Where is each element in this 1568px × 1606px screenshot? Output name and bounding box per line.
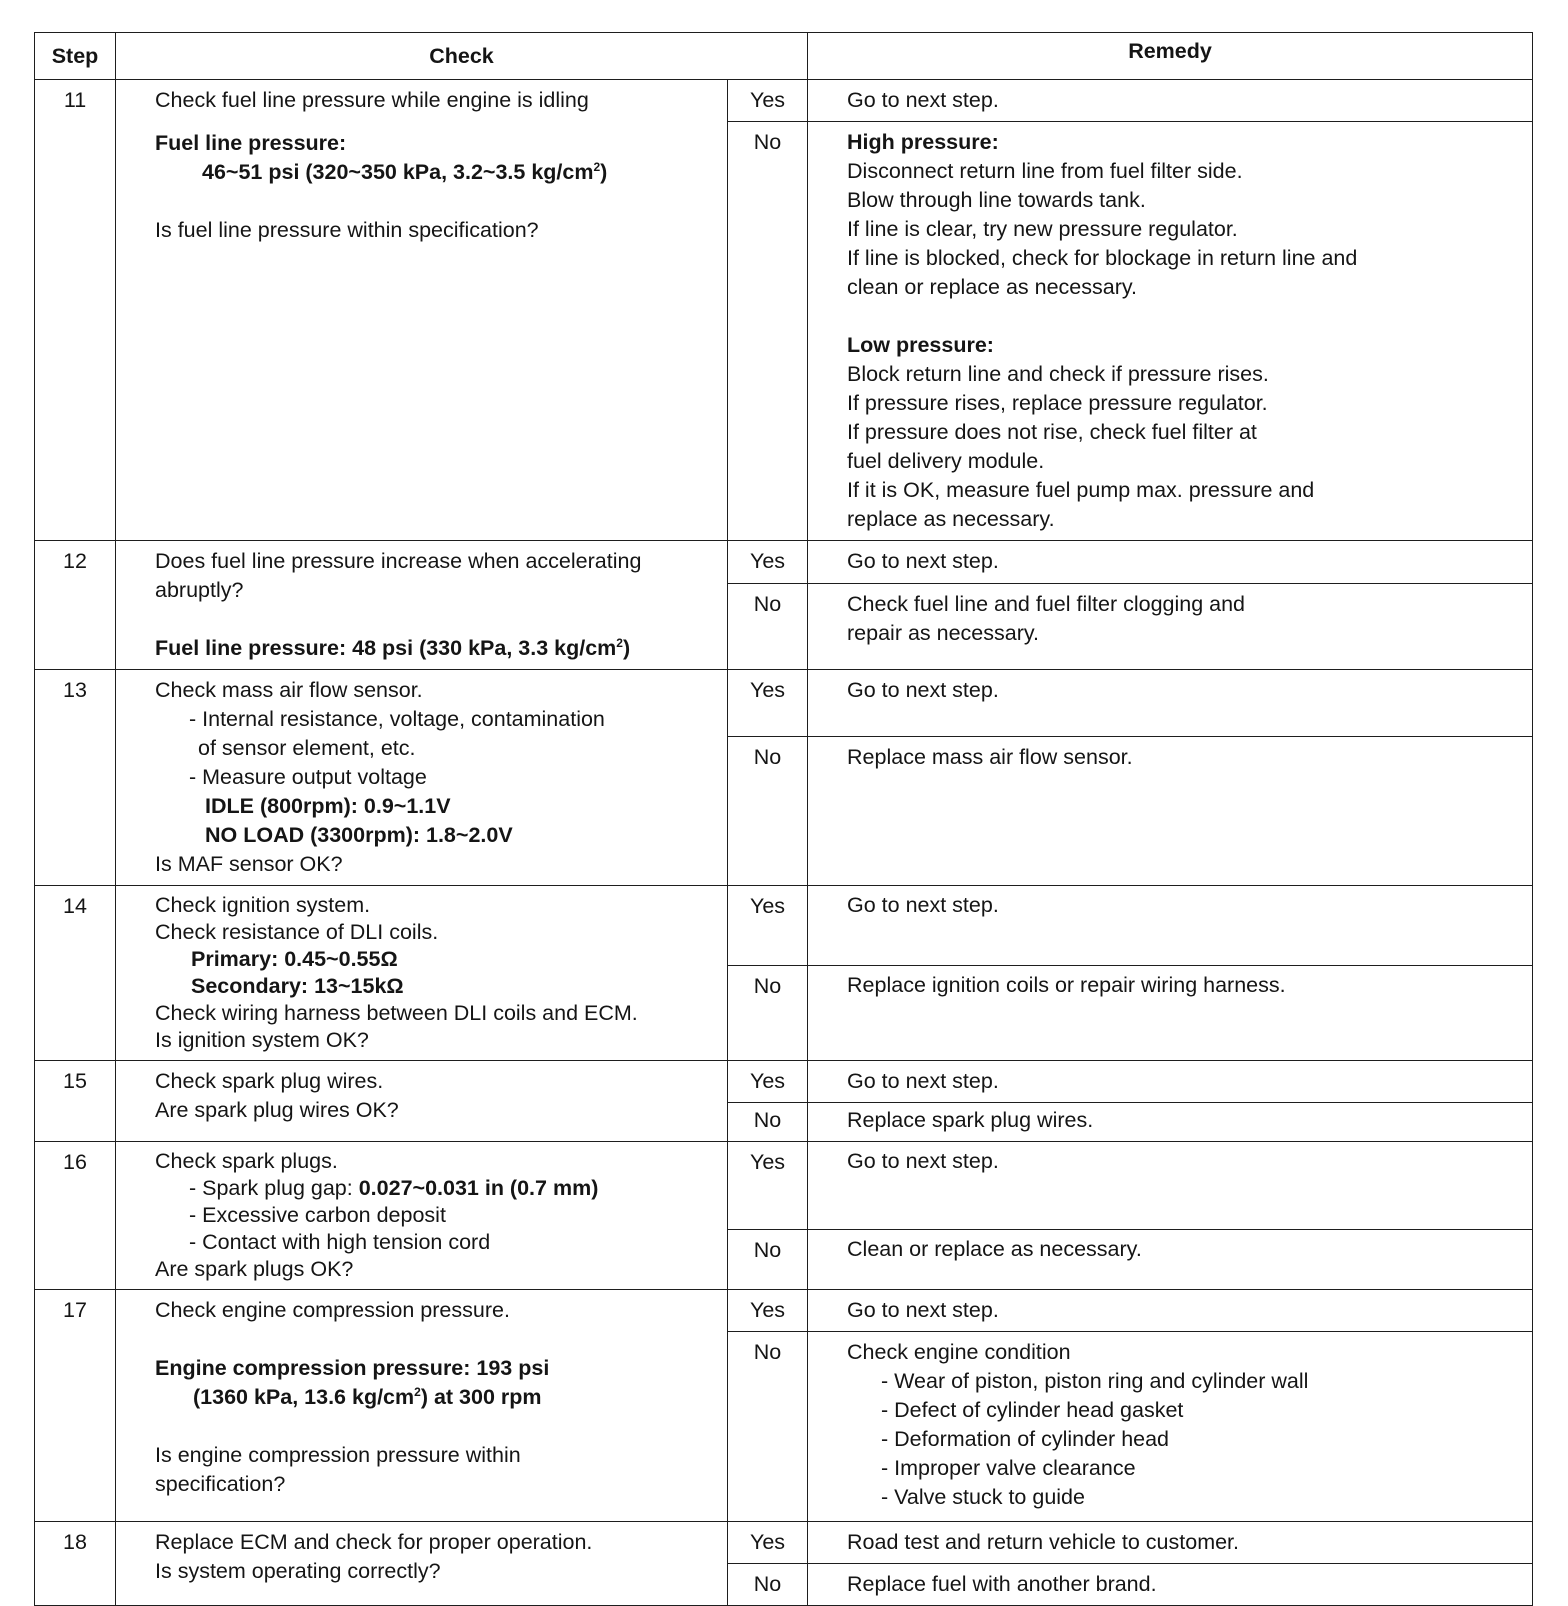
no-label: No <box>728 584 808 670</box>
step-number: 14 <box>35 886 116 1061</box>
check-bullet: - Excessive carbon deposit <box>189 1203 446 1227</box>
step-number: 15 <box>35 1061 116 1142</box>
check-line: Replace ECM and check for proper operation. <box>155 1530 593 1554</box>
check-line: Check spark plug wires. <box>155 1069 384 1093</box>
yes-label: Yes <box>728 1290 808 1332</box>
step-12-yes-remedy: Go to next step. <box>808 541 1533 584</box>
header-remedy: Remedy <box>808 33 1533 80</box>
no-label: No <box>728 1229 808 1289</box>
step-14-yes-remedy: Go to next step. <box>808 886 1533 966</box>
remedy-line: Blow through line towards tank. <box>847 188 1146 212</box>
check-line: Check engine compression pressure. <box>155 1298 510 1322</box>
check-question: Is engine compression pressure within <box>155 1443 521 1467</box>
step-18-check <box>116 1522 728 1606</box>
yes-label: Yes <box>728 670 808 737</box>
remedy-line: If it is OK, measure fuel pump max. pressure and <box>847 478 1315 502</box>
remedy-line: repair as necessary. <box>847 621 1040 646</box>
no-label: No <box>728 122 808 541</box>
header-step: Step <box>35 33 116 80</box>
remedy-line: Check fuel line and fuel filter clogging and <box>847 592 1246 617</box>
check-spec: Engine compression pressure: 193 psi <box>155 1356 550 1380</box>
check-bullet: - Spark plug gap: 0.027~0.031 in (0.7 mm) <box>189 1176 599 1200</box>
step-number: 11 <box>35 80 116 541</box>
check-line: Check wiring harness between DLI coils and ECM. <box>155 1001 638 1025</box>
step-14-check <box>116 886 728 1061</box>
check-question: Is fuel line pressure within specification? <box>155 218 539 242</box>
step-17-no-remedy <box>808 1332 1533 1522</box>
check-line: Check mass air flow sensor. <box>155 678 423 702</box>
remedy-heading: High pressure: <box>847 130 999 154</box>
step-18-yes-remedy: Road test and return vehicle to customer. <box>808 1522 1533 1564</box>
check-spec: Secondary: 13~15kΩ <box>191 974 404 998</box>
step-14-no-remedy: Replace ignition coils or repair wiring harness. <box>808 965 1533 1060</box>
check-spec: Fuel line pressure: 48 psi (330 kPa, 3.3 $kg/cm^2$) <box>155 635 631 660</box>
check-line: Check spark plugs. <box>155 1149 338 1173</box>
remedy-bullet: - Valve stuck to guide <box>881 1485 1085 1509</box>
check-bullet: - Measure output voltage <box>189 765 427 789</box>
check-spec: Primary: 0.45~0.55Ω <box>191 947 398 971</box>
check-spec-label: Fuel line pressure: <box>155 131 347 155</box>
remedy-line: replace as necessary. <box>847 507 1055 531</box>
step-16-yes-row <box>35 1142 1533 1230</box>
yes-label: Yes <box>728 1142 808 1230</box>
header-check: Check <box>116 33 808 80</box>
step-13-check <box>116 670 728 886</box>
remedy-line: Check engine condition <box>847 1340 1071 1364</box>
step-17-yes-row <box>35 1290 1533 1332</box>
step-16-check <box>116 1142 728 1290</box>
step-13-yes-remedy: Go to next step. <box>808 670 1533 737</box>
yes-label: Yes <box>728 541 808 584</box>
check-spec-cont: (1360 kPa, 13.6 $kg/cm^2$) at 300 rpm <box>193 1384 542 1409</box>
table-header-row <box>35 33 1533 80</box>
step-number: 16 <box>35 1142 116 1290</box>
step-11-check <box>116 80 728 541</box>
step-number: 17 <box>35 1290 116 1522</box>
check-line: Check ignition system. <box>155 893 371 917</box>
step-11-yes-remedy: Go to next step. <box>808 80 1533 122</box>
step-15-check <box>116 1061 728 1142</box>
check-question: specification? <box>155 1472 286 1496</box>
remedy-line: If pressure rises, replace pressure regulator. <box>847 391 1268 415</box>
step-15-yes-remedy: Go to next step. <box>808 1061 1533 1103</box>
remedy-bullet: - Improper valve clearance <box>881 1456 1136 1480</box>
remedy-line: If line is blocked, check for blockage in return line and <box>847 246 1358 270</box>
remedy-line: If line is clear, try new pressure regulator. <box>847 217 1238 241</box>
check-question: Is MAF sensor OK? <box>155 852 343 876</box>
check-bullet-cont: of sensor element, etc. <box>198 736 416 760</box>
step-12-check <box>116 541 728 670</box>
step-15-no-remedy: Replace spark plug wires. <box>808 1103 1533 1142</box>
check-question: Is system operating correctly? <box>155 1559 441 1583</box>
remedy-line: If pressure does not rise, check fuel filter at <box>847 420 1257 444</box>
remedy-bullet: - Wear of piston, piston ring and cylinder wall <box>881 1369 1309 1393</box>
check-spec: IDLE (800rpm): 0.9~1.1V <box>205 794 451 818</box>
check-question: Are spark plug wires OK? <box>155 1098 399 1122</box>
step-13-yes-row <box>35 670 1533 737</box>
check-bullet: - Internal resistance, voltage, contamination <box>189 707 605 731</box>
yes-label: Yes <box>728 1522 808 1564</box>
step-number: 18 <box>35 1522 116 1606</box>
check-spec: NO LOAD (3300rpm): 1.8~2.0V <box>205 823 513 847</box>
step-18-no-remedy: Replace fuel with another brand. <box>808 1564 1533 1606</box>
no-label: No <box>728 737 808 886</box>
yes-label: Yes <box>728 886 808 966</box>
no-label: No <box>728 1332 808 1522</box>
step-11-no-remedy <box>808 122 1533 541</box>
check-line: Check resistance of DLI coils. <box>155 920 439 944</box>
step-16-no-remedy: Clean or replace as necessary. <box>808 1229 1533 1289</box>
step-14-yes-row <box>35 886 1533 966</box>
remedy-line: Disconnect return line from fuel filter side. <box>847 159 1243 183</box>
yes-label: Yes <box>728 1061 808 1103</box>
check-line: Check fuel line pressure while engine is idling <box>155 88 589 112</box>
no-label: No <box>728 965 808 1060</box>
check-question: Is ignition system OK? <box>155 1028 369 1052</box>
remedy-line: fuel delivery module. <box>847 449 1045 473</box>
remedy-bullet: - Deformation of cylinder head <box>881 1427 1170 1451</box>
step-11-yes-row <box>35 80 1533 122</box>
check-spec-value: 46~51 psi (320~350 kPa, 3.2~3.5 $kg/cm^2$) <box>202 159 608 184</box>
check-question: Are spark plugs OK? <box>155 1257 354 1281</box>
step-13-no-remedy: Replace mass air flow sensor. <box>808 737 1533 886</box>
check-line: abruptly? <box>155 578 244 602</box>
step-18-yes-row <box>35 1522 1533 1564</box>
step-number: 13 <box>35 670 116 886</box>
step-17-yes-remedy: Go to next step. <box>808 1290 1533 1332</box>
step-15-yes-row <box>35 1061 1533 1103</box>
remedy-line: clean or replace as necessary. <box>847 275 1138 299</box>
remedy-bullet: - Defect of cylinder head gasket <box>881 1398 1184 1422</box>
no-label: No <box>728 1103 808 1142</box>
remedy-heading: Low pressure: <box>847 333 994 357</box>
check-bullet: - Contact with high tension cord <box>189 1230 491 1254</box>
step-16-yes-remedy: Go to next step. <box>808 1142 1533 1230</box>
yes-label: Yes <box>728 80 808 122</box>
remedy-line: Block return line and check if pressure rises. <box>847 362 1269 386</box>
troubleshooting-page <box>34 32 1532 1606</box>
step-17-check <box>116 1290 728 1522</box>
step-12-yes-row <box>35 541 1533 584</box>
troubleshooting-table <box>34 32 1533 1606</box>
no-label: No <box>728 1564 808 1606</box>
check-line: Does fuel line pressure increase when accelerating <box>155 549 642 573</box>
step-12-no-remedy <box>808 584 1533 670</box>
step-number: 12 <box>35 541 116 670</box>
